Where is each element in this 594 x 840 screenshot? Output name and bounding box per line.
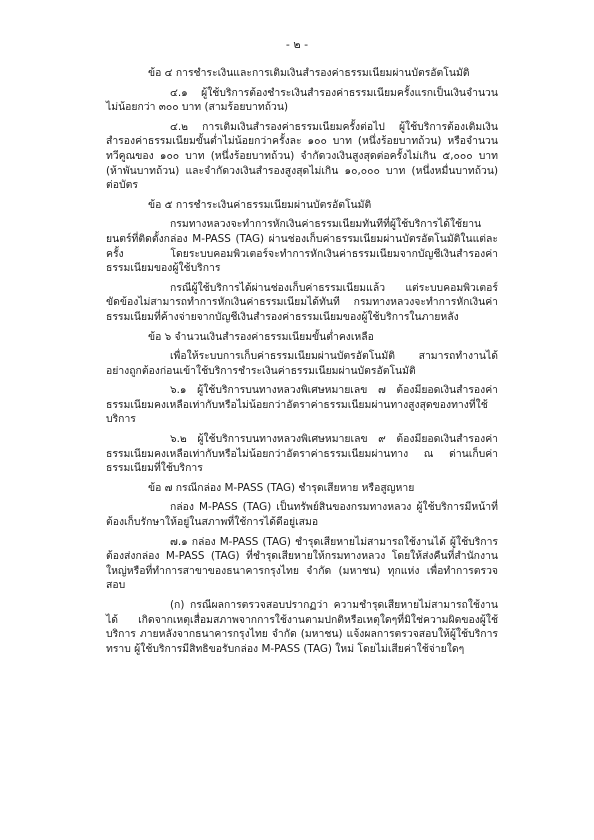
clause-5-paragraph-2: กรณีผู้ใช้บริการได้ผ่านช่องเก็บค่าธรรมเนียมแล้ว แต่ระบบคอมพิวเตอร์ขัดข้องไม่สามารถทำการหักเงินค่าธรรมเนียมได้ทันที กรมทางหลวงจะทำการหักเงินค่าธรรมเนียมที่ค้างจ่ายจากบัญชีเงินสำรองค่าธรรมเนียมของผู้ใช้บริการในภายหลัง <box>106 281 498 323</box>
clause-7-1-a: (ก) กรณีผลการตรวจสอบปรากฏว่า ความชำรุดเสียหายไม่สามารถใช้งานได้ เกิดจากเหตุเสื่อมสภาพจากการใช้งานตามปกติหรือเหตุใดๆที่มิใช่ความผิดของผู้ใช้บริการ ภายหลังจากธนาคารกรุงไทย จำกัด (มหาชน) แจ้งผลการตรวจสอบให้ผู้ใช้บริการทราบ ผู้ใช้บริการมีสิทธิขอรับกล่อง M-PASS (TAG) ใหม่ โดยไม่เสียค่าใช้จ่ายใดๆ <box>106 599 498 655</box>
clause-6-2: ๖.๒ ผู้ใช้บริการบนทางหลวงพิเศษหมายเลข ๙ ต้องมียอดเงินสำรองค่าธรรมเนียมคงเหลือเท่ากับหรือไม่น้อยกว่าอัตราค่าธรรมเนียมผ่านทาง ณ ด่านเก็บค่าธรรมเนียมที่ใช้บริการ <box>106 433 498 475</box>
clause-7-intro: กล่อง M-PASS (TAG) เป็นทรัพย์สินของกรมทางหลวง ผู้ใช้บริการมีหน้าที่ต้องเก็บรักษาให้อยู่ในสภาพที่ใช้การได้ดีอยู่เสมอ <box>106 501 498 529</box>
clause-6-1: ๖.๑ ผู้ใช้บริการบนทางหลวงพิเศษหมายเลข ๗ ต้องมียอดเงินสำรองค่าธรรมเนียมคงเหลือเท่ากับหรือไม่น้อยกว่าอัตราค่าธรรมเนียมผ่านทางสูงสุดของทางที่ใช้บริการ <box>106 384 498 426</box>
clause-5-paragraph-1: กรมทางหลวงจะทำการหักเงินค่าธรรมเนียมทันทีที่ผู้ใช้บริการได้ใช้ยานยนตร์ที่ติดตั้งกล่อง M-PASS (TAG) ผ่านช่องเก็บค่าธรรมเนียมผ่านบัตรอัตโนมัติในแต่ละครั้ง โดยระบบคอมพิวเตอร์จะทำการหักเงินค่าธรรมเนียมจากบัญชีเงินสำรองค่าธรรมเนียมของผู้ใช้บริการ <box>106 218 498 275</box>
clause-6-intro: เพื่อให้ระบบการเก็บค่าธรรมเนียมผ่านบัตรอัตโนมัติ สามารถทำงานได้อย่างถูกต้องก่อนเข้าใช้บริการชำระเงินค่าธรรมเนียมผ่านบัตรอัตโนมัติ <box>106 350 498 377</box>
document-body <box>106 66 498 661</box>
clause-7-1: ๗.๑ กล่อง M-PASS (TAG) ชำรุดเสียหายไม่สามารถใช้งานได้ ผู้ใช้บริการต้องส่งกล่อง M-PASS (TAG) ที่ชำรุดเสียหายให้กรมทางหลวง โดยให้ส่งคืนที่สำนักงานใหญ่หรือที่ทำการสาขาของธนาคารกรุงไทย จำกัด (มหาชน) ทุกแห่ง เพื่อทำการตรวจสอบ <box>106 535 498 592</box>
page-number: - ๒ - <box>285 38 309 51</box>
clause-7-heading: ข้อ ๗ กรณีกล่อง M-PASS (TAG) ชำรุดเสียหาย หรือสูญหาย <box>148 481 415 494</box>
clause-4-1: ๔.๑ ผู้ใช้บริการต้องชำระเงินสำรองค่าธรรมเนียมครั้งแรกเป็นเงินจำนวนไม่น้อยกว่า ๓๐๐ บาท (สามร้อยบาทถ้วน) <box>106 86 498 114</box>
clause-6-heading: ข้อ ๖ จำนวนเงินสำรองค่าธรรมเนียมขั้นต่ำคงเหลือ <box>148 330 374 343</box>
clause-4-2: ๔.๒ การเติมเงินสำรองค่าธรรมเนียมครั้งต่อไป ผู้ใช้บริการต้องเติมเงินสำรองค่าธรรมเนียมขั้นต่ำไม่น้อยกว่าครั้งละ ๑๐๐ บาท (หนึ่งร้อยบาทถ้วน) หรือจำนวนทวีคูณของ ๑๐๐ บาท (หนึ่งร้อยบาทถ้วน) จำกัดวงเงินสูงสุดต่อครั้งไม่เกิน ๕,๐๐๐ บาท (ห้าพันบาทถ้วน) และจำกัดวงเงินสำรองสูงสุดไม่เกิน ๑๐,๐๐๐ บาท (หนึ่งหมื่นบาทถ้วน) ต่อบัตร <box>106 120 498 192</box>
clause-5-heading: ข้อ ๕ การชำระเงินค่าธรรมเนียมผ่านบัตรอัตโนมัติ <box>148 198 372 211</box>
clause-4-heading: ข้อ ๔ การชำระเงินและการเติมเงินสำรองค่าธรรมเนียมผ่านบัตรอัตโนมัติ <box>148 67 470 79</box>
